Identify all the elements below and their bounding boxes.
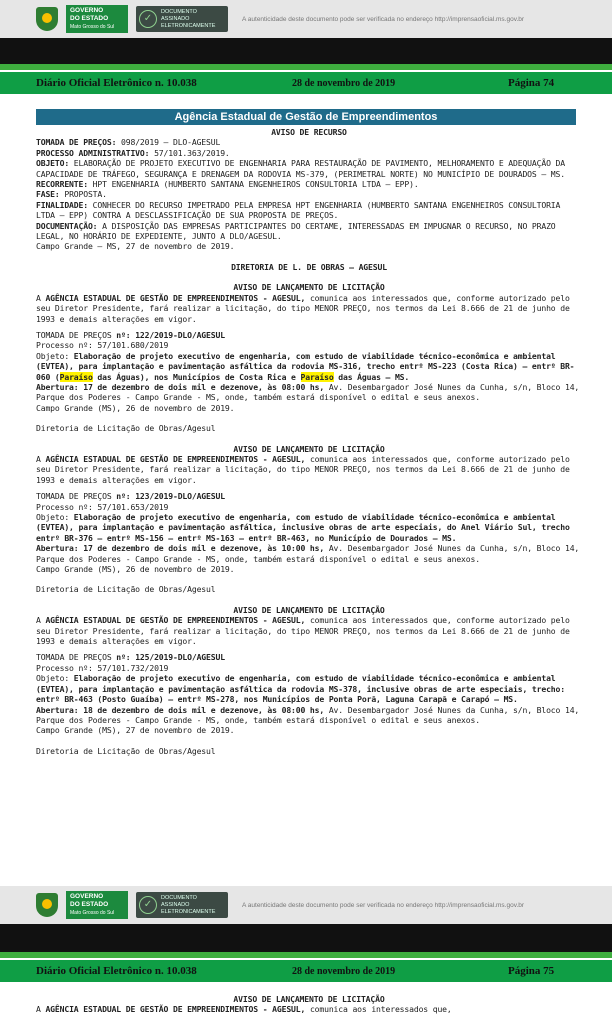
page-header-75	[0, 960, 612, 982]
page-number: Página 74	[508, 77, 555, 89]
recurso-tomada: TOMADA DE PREÇOS: 098/2019 – DLO-AGESUL	[36, 137, 221, 148]
recurso-place-date: Campo Grande – MS, 27 de novembro de 2019.	[36, 241, 235, 252]
cert-line2: ASSINADO	[161, 15, 190, 22]
notice-intro: A AGÊNCIA ESTADUAL DE GESTÃO DE EMPREENDIMENTOS - AGESUL, comunica aos interessados que, conforme autorizado pelo seu Diretor Presidente, fará realizar a licitação, do tipo MENOR PREÇO, nos termos da Lei 8.666 de 21 de junho de 1993 e demais alterações em vigor.	[36, 453, 570, 485]
recurso-documentacao: DOCUMENTAÇÃO: A DISPOSIÇÃO DAS EMPRESAS PARTICIPANTES DO CERTAME, INTERESSADAS EM IMPUGNAR O RECURSO, NO PRAZO LEGAL, NO HORÁRIO DE EXPEDIENTE, JUNTO A DLO/AGESUL.	[36, 220, 556, 242]
journal-date: 28 de novembro de 2019	[292, 77, 396, 89]
notice-objeto: Objeto: Elaboração de projeto executivo de engenharia, com estudo de viabilidade técnico-econômica e ambiental (EVTEA), para implantação e pavimentação asfáltica, inclusive obras de arte especiais, do Anel Viário Sul, trecho entrº BR-376 – entrº MS-156 – entrº MS-163 – entrº BR-463, no Município de Dourados – MS.	[36, 512, 570, 543]
notice-abertura: Abertura: 17 de dezembro de dois mil e dezenove, às 10:00 hs, Av. Desembargador José Nunes da Cunha, s/n, Bloco 14, Parque dos Poderes - Campo Grande - MS, onde, também estará disponível o edital e seus anexos.	[36, 543, 580, 564]
journal-number: Diário Oficial Eletrônico n. 10.038	[36, 965, 197, 977]
government-logo	[66, 891, 128, 919]
page-75-content	[36, 994, 582, 1015]
page-74-content	[36, 127, 582, 756]
cert-line1: DOCUMENTO	[161, 894, 197, 901]
green-strip	[0, 952, 612, 958]
gov-line1: GOVERNO	[70, 893, 104, 900]
gov-line3: Mato Grosso do Sul	[70, 24, 115, 30]
notice-title: AVISO DE LANÇAMENTO DE LICITAÇÃO	[233, 282, 385, 293]
site-banner-top	[0, 0, 612, 38]
notice-signature: Diretoria de Licitação de Obras/Agesul	[36, 423, 216, 434]
notice-date: Campo Grande (MS), 27 de novembro de 2019.	[36, 725, 235, 736]
state-emblem-icon	[36, 893, 58, 917]
notice-signature: Diretoria de Licitação de Obras/Agesul	[36, 584, 216, 595]
recurso-recorrente: RECORRENTE: HPT ENGENHARIA (HUMBERTO SANTANA ENGENHEIROS CONSULTORIA LTDA – EPP).	[36, 179, 419, 190]
site-banner-bottom	[0, 886, 612, 924]
recurso-finalidade: FINALIDADE: CONHECER DO RECURSO IMPETRADO PELA EMPRESA HPT ENGENHARIA (HUMBERTO SANTANA ENGENHEIROS CONSULTORIA LTDA – EPP) CONTRA A DESCLASSIFICAÇÃO DE SUA PROPOSTA DE PREÇOS.	[36, 199, 561, 221]
checkmark-icon: ✓	[139, 896, 157, 914]
gov-line2: DO ESTADO	[70, 15, 109, 22]
agency-title: Agência Estadual de Gestão de Empreendimentos	[36, 109, 576, 125]
state-emblem-icon	[36, 7, 58, 31]
green-strip	[0, 64, 612, 70]
recurso-processo: PROCESSO ADMINISTRATIVO: 57/101.363/2019.	[36, 147, 230, 158]
gov-line2: DO ESTADO	[70, 901, 109, 908]
notice-intro: A AGÊNCIA ESTADUAL DE GESTÃO DE EMPREENDIMENTOS - AGESUL, comunica aos interessados que, conforme autorizado pelo seu Diretor Presidente, fará realizar a licitação, do tipo MENOR PREÇO, nos termos da Lei 8.666 de 21 de junho de 1993 e demais alterações em vigor.	[36, 292, 570, 324]
signed-document-badge	[136, 892, 228, 918]
recurso-title: AVISO DE RECURSO	[271, 127, 347, 137]
cert-line2: ASSINADO	[161, 901, 190, 908]
page-separator	[0, 38, 612, 64]
notice-objeto: Objeto: Elaboração de projeto executivo de engenharia, com estudo de viabilidade técnico-econômica e ambiental (EVTEA), para implantação e pavimentação asfáltica da rodovia MS-378, inclusive obras de arte especiais, trecho: entrº BR-463 (Posto Guaíba) – entrº MS-278, nos Municípios de Ponta Porã, Laguna Carapã e Carapó – MS.	[36, 673, 565, 705]
notice-processo: Processo nº: 57/101.653/2019	[36, 501, 169, 512]
notice-tomada: TOMADA DE PREÇOS nº: 125/2019-DLO/AGESUL	[36, 652, 225, 663]
diretoria-title: DIRETORIA DE L. DE OBRAS – AGESUL	[231, 261, 387, 272]
cert-line3: ELETRONICAMENTE	[161, 22, 216, 29]
cert-line1: DOCUMENTO	[161, 8, 197, 15]
page-separator	[0, 924, 612, 952]
checkmark-icon: ✓	[139, 10, 157, 28]
notice-tomada: TOMADA DE PREÇOS nº: 123/2019-DLO/AGESUL	[36, 491, 225, 502]
notice-signature: Diretoria de Licitação de Obras/Agesul	[36, 745, 216, 756]
page-header-74	[0, 72, 612, 94]
page-number: Página 75	[508, 965, 555, 977]
notice-date: Campo Grande (MS), 26 de novembro de 2019.	[36, 402, 235, 413]
notice-tomada: TOMADA DE PREÇOS nº: 122/2019-DLO/AGESUL	[36, 329, 225, 340]
notice-objeto: Objeto: Elaboração de projeto executivo de engenharia, com estudo de viabilidade técnico-econômica e ambiental (EVTEA), para implantação e pavimentação asfáltica da rodovia MS-316, trecho entrº MS-223 (Costa Rica) – entrº BR-060 (Paraíso das Águas), nos Municípios de Costa Rica e Paraíso das Águas – MS.	[36, 350, 575, 382]
notice-abertura: Abertura: 18 de dezembro de dois mil e dezenove, às 08:00 hs, Av. Desembargador José Nunes da Cunha, s/n, Bloco 14, Parque dos Poderes - Campo Grande - MS, onde, também estará disponível o edital e seus anexos.	[36, 704, 580, 725]
notice-title: AVISO DE LANÇAMENTO DE LICITAÇÃO	[233, 443, 385, 454]
cert-line3: ELETRONICAMENTE	[161, 908, 216, 915]
government-logo	[66, 5, 128, 33]
notice-intro: A AGÊNCIA ESTADUAL DE GESTÃO DE EMPREENDIMENTOS - AGESUL, comunica aos interessados que, conforme autorizado pelo seu Diretor Presidente, fará realizar a licitação, do tipo MENOR PREÇO, nos termos da Lei 8.666 de 21 de junho de 1993 e demais alterações em vigor.	[36, 615, 570, 647]
notice-title: AVISO DE LANÇAMENTO DE LICITAÇÃO	[233, 994, 385, 1004]
notice-processo: Processo nº: 57/101.680/2019	[36, 340, 169, 351]
notice-processo: Processo nº: 57/101.732/2019	[36, 662, 169, 673]
gov-line1: GOVERNO	[70, 7, 104, 14]
verification-note: A autenticidade deste documento pode ser verificada no endereço http://imprensaoficial.ms.gov.br	[242, 901, 525, 909]
recurso-objeto: OBJETO: ELABORAÇÃO DE PROJETO EXECUTIVO DE ENGENHARIA PARA RESTAURAÇÃO DE PAVIMENTO, MELHORAMENTO E ADEQUAÇÃO DA CAPACIDADE DE TRÁFEGO, SEGURANÇA E DRENAGEM DA RODOVIA MS-379, (PERIMETRAL NORTE) NO MUNICÍPIO DE DOURADOS – MS.	[36, 158, 565, 179]
journal-number: Diário Oficial Eletrônico n. 10.038	[36, 77, 197, 89]
notice-intro: A AGÊNCIA ESTADUAL DE GESTÃO DE EMPREENDIMENTOS - AGESUL, comunica aos interessados que,	[36, 1004, 452, 1015]
notice-date: Campo Grande (MS), 26 de novembro de 2019.	[36, 564, 235, 575]
signed-document-badge	[136, 6, 228, 32]
gov-line3: Mato Grosso do Sul	[70, 910, 115, 916]
journal-date: 28 de novembro de 2019	[292, 965, 396, 977]
verification-note: A autenticidade deste documento pode ser verificada no endereço http://imprensaoficial.ms.gov.br	[242, 15, 525, 23]
notice-title: AVISO DE LANÇAMENTO DE LICITAÇÃO	[233, 604, 385, 615]
recurso-fase: FASE: PROPOSTA.	[36, 189, 107, 200]
notice-abertura: Abertura: 17 de dezembro de dois mil e dezenove, às 08:00 hs, Av. Desembargador José Nunes da Cunha, s/n, Bloco 14, Parque dos Poderes - Campo Grande - MS, onde, também estará disponível o edital e seus anexos.	[36, 381, 580, 403]
